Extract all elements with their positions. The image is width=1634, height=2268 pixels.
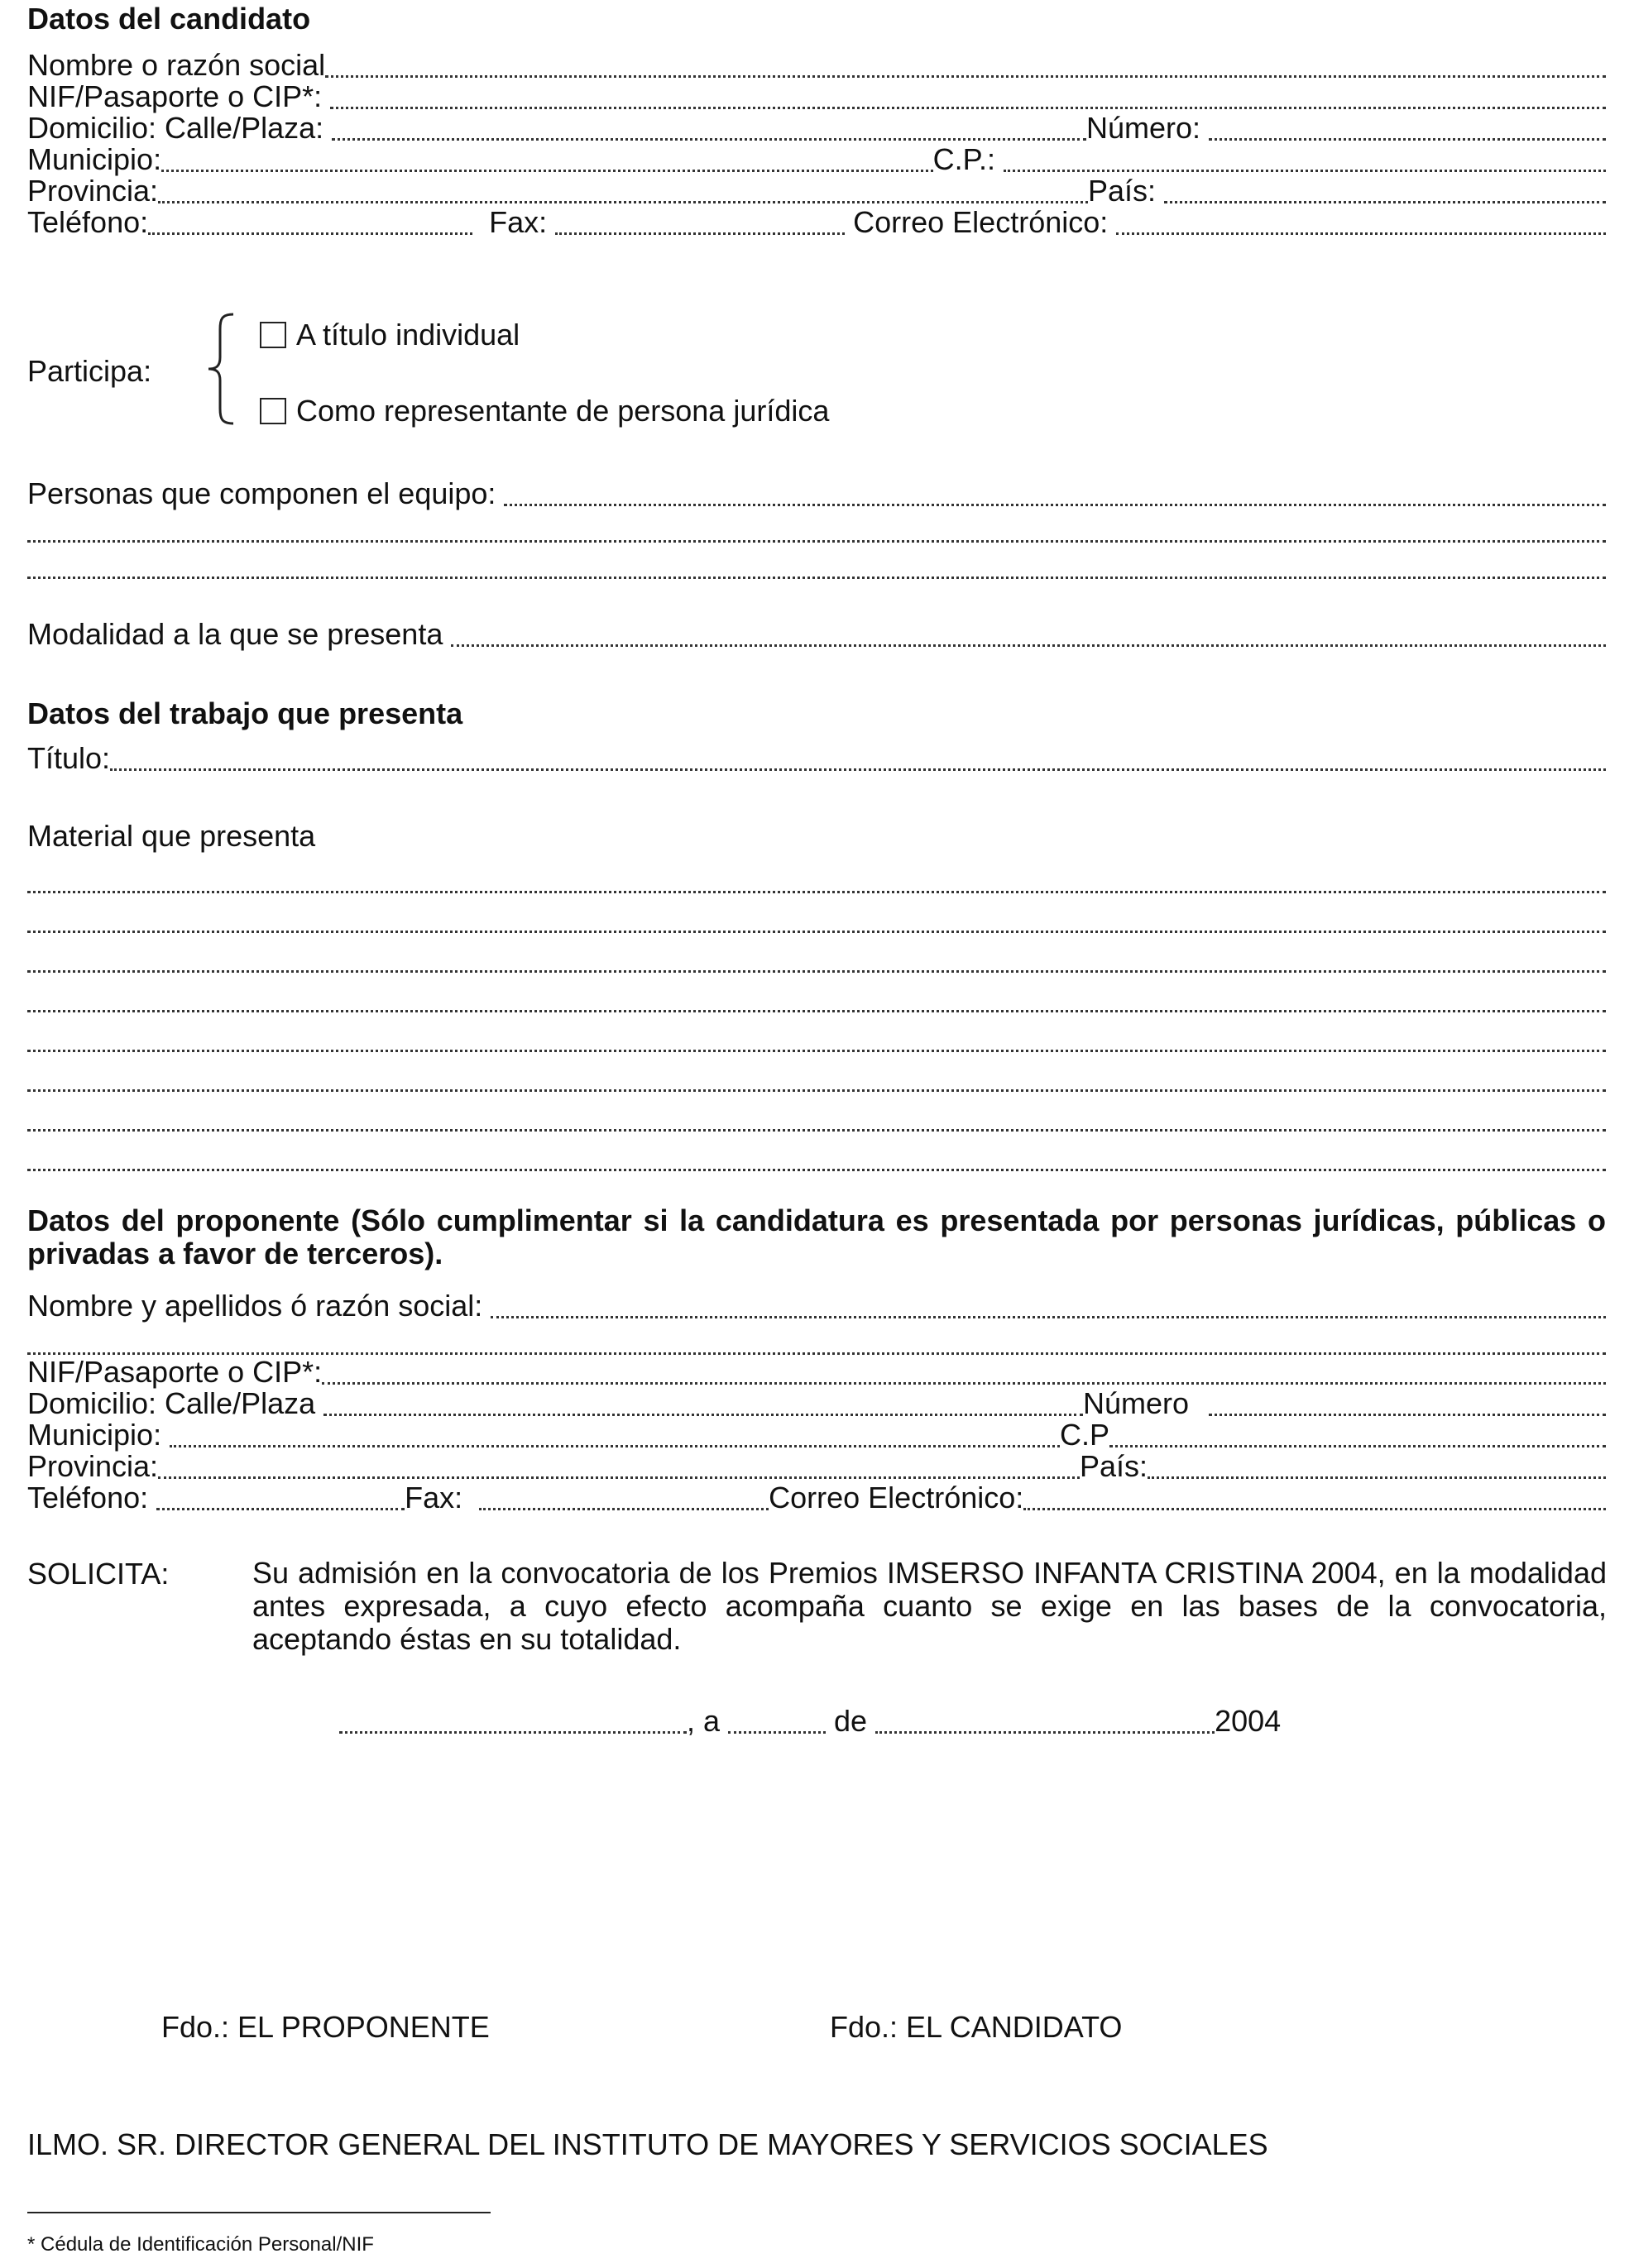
request-text: Su admisión en la convocatoria de los Premios IMSERSO INFANTA CRISTINA 2004, en la modalidad antes expresada, a cuyo efecto acompaña cuanto se exige en las bases de la convocatoria, aceptando éstas en su totalidad. xyxy=(252,1556,1607,1656)
date-row xyxy=(339,1706,1291,1737)
candidate-heading: Datos del candidato xyxy=(27,2,311,36)
request-label: SOLICITA: xyxy=(27,1557,170,1591)
proponent-number-label: Número xyxy=(1082,1386,1189,1420)
date-day-field[interactable] xyxy=(728,1706,826,1737)
candidate-contact-row xyxy=(27,207,1606,238)
proponent-heading: Datos del proponente (Sólo cumplimentar si la candidatura es presentada por personas jurídicas, públicas o privadas a favor de terceros). xyxy=(27,1203,1606,1270)
material-line xyxy=(27,945,1606,976)
candidate-phone-label: Teléfono: xyxy=(27,205,149,239)
proponent-province-field[interactable] xyxy=(158,1451,1080,1482)
team-line xyxy=(27,551,1606,582)
candidate-nif-field[interactable] xyxy=(330,81,1606,112)
proponent-municipality-row xyxy=(27,1419,1606,1451)
proponent-phone-field[interactable] xyxy=(156,1482,405,1514)
candidate-address-field[interactable] xyxy=(332,112,1086,144)
proponent-province-label: Provincia: xyxy=(27,1449,159,1483)
team-field[interactable] xyxy=(504,478,1606,510)
proponent-nif-label: NIF/Pasaporte o CIP*: xyxy=(27,1355,323,1389)
material-label: Material que presenta xyxy=(27,819,316,853)
candidate-nif-row xyxy=(27,81,1606,112)
team-line xyxy=(27,514,1606,546)
proponent-name-label: Nombre y apellidos ó razón social: xyxy=(27,1289,483,1323)
candidate-address-label: Domicilio: Calle/Plaza: xyxy=(27,111,324,145)
proponent-nif-field[interactable] xyxy=(322,1356,1606,1388)
proponent-phone-label: Teléfono: xyxy=(27,1481,149,1514)
signature-candidate: Fdo.: EL CANDIDATO xyxy=(830,2010,1123,2044)
candidate-postal-label: C.P.: xyxy=(932,142,995,176)
footnote: * Cédula de Identificación Personal/NIF xyxy=(27,2233,374,2256)
proponent-name-line xyxy=(27,1327,1606,1358)
proponent-contact-row xyxy=(27,1482,1606,1514)
proponent-province-row xyxy=(27,1451,1606,1482)
team-field-line[interactable] xyxy=(27,514,1606,546)
checkbox-icon[interactable] xyxy=(260,398,286,424)
material-field-line[interactable] xyxy=(27,1143,1606,1175)
work-title-label: Título: xyxy=(27,741,111,775)
proponent-postal-label: C.P xyxy=(1059,1418,1109,1452)
work-title-row xyxy=(27,743,1606,774)
candidate-phone-field[interactable] xyxy=(148,207,472,238)
candidate-address-row xyxy=(27,112,1606,144)
option-representative-label: Como representante de persona jurídica xyxy=(296,394,830,428)
material-field-line[interactable] xyxy=(27,945,1606,976)
proponent-fax-label: Fax: xyxy=(405,1481,463,1514)
candidate-country-label: País: xyxy=(1087,174,1156,208)
candidate-country-field[interactable] xyxy=(1164,175,1606,207)
candidate-nif-label: NIF/Pasaporte o CIP*: xyxy=(27,79,323,113)
team-row xyxy=(27,478,1606,510)
checkbox-icon[interactable] xyxy=(260,322,286,348)
participa-label: Participa: xyxy=(27,354,152,388)
proponent-address-row xyxy=(27,1388,1606,1419)
work-heading: Datos del trabajo que presenta xyxy=(27,696,463,730)
curly-brace-icon xyxy=(205,311,238,427)
candidate-province-field[interactable] xyxy=(158,175,1088,207)
material-field-line[interactable] xyxy=(27,1024,1606,1055)
material-field-line[interactable] xyxy=(27,1064,1606,1095)
material-field-line[interactable] xyxy=(27,865,1606,897)
option-individual[interactable] xyxy=(260,318,520,352)
material-line xyxy=(27,1024,1606,1055)
date-de-label: de xyxy=(834,1704,868,1738)
date-year: 2004 xyxy=(1215,1704,1282,1738)
proponent-email-label: Correo Electrónico: xyxy=(769,1481,1024,1514)
modality-field[interactable] xyxy=(451,619,1606,650)
material-line xyxy=(27,1064,1606,1095)
signature-proponent: Fdo.: EL PROPONENTE xyxy=(161,2010,490,2044)
proponent-address-field[interactable] xyxy=(323,1388,1083,1419)
candidate-fax-label: Fax: xyxy=(489,205,548,239)
option-representative[interactable] xyxy=(260,394,829,428)
modality-row xyxy=(27,619,1606,650)
material-line xyxy=(27,984,1606,1016)
team-field-line[interactable] xyxy=(27,551,1606,582)
candidate-fax-field[interactable] xyxy=(555,207,845,238)
candidate-number-label: Número: xyxy=(1085,111,1200,145)
proponent-municipality-field[interactable] xyxy=(170,1419,1060,1451)
candidate-postal-field[interactable] xyxy=(1004,144,1606,175)
material-field-line[interactable] xyxy=(27,1103,1606,1135)
material-field-line[interactable] xyxy=(27,984,1606,1016)
candidate-municipality-field[interactable] xyxy=(161,144,933,175)
candidate-province-row xyxy=(27,175,1606,207)
candidate-municipality-row xyxy=(27,144,1606,175)
team-label: Personas que componen el equipo: xyxy=(27,476,496,510)
proponent-municipality-label: Municipio: xyxy=(27,1418,162,1452)
candidate-name-label: Nombre o razón social xyxy=(27,48,326,82)
proponent-email-field[interactable] xyxy=(1023,1482,1606,1514)
modality-label: Modalidad a la que se presenta xyxy=(27,617,443,651)
footnote-divider xyxy=(27,2212,491,2213)
proponent-country-label: País: xyxy=(1079,1449,1148,1483)
candidate-email-field[interactable] xyxy=(1116,207,1606,238)
candidate-municipality-label: Municipio: xyxy=(27,142,162,176)
work-title-field[interactable] xyxy=(110,743,1606,774)
proponent-country-field[interactable] xyxy=(1148,1451,1606,1482)
proponent-number-field[interactable] xyxy=(1209,1388,1606,1419)
material-line xyxy=(27,1103,1606,1135)
material-line xyxy=(27,865,1606,897)
candidate-name-field[interactable] xyxy=(325,50,1606,81)
date-place-field[interactable] xyxy=(339,1706,687,1737)
option-individual-label: A título individual xyxy=(296,318,520,352)
candidate-province-label: Provincia: xyxy=(27,174,159,208)
date-month-field[interactable] xyxy=(875,1706,1215,1737)
proponent-fax-field[interactable] xyxy=(479,1482,769,1514)
proponent-name-field-line[interactable] xyxy=(27,1327,1606,1358)
date-a-label: , a xyxy=(687,1704,721,1738)
candidate-name-row xyxy=(27,50,1606,81)
proponent-name-row xyxy=(27,1290,1606,1322)
material-line xyxy=(27,1143,1606,1175)
candidate-number-field[interactable] xyxy=(1209,112,1606,144)
material-field-line[interactable] xyxy=(27,905,1606,936)
proponent-postal-field[interactable] xyxy=(1109,1419,1606,1451)
candidate-email-label: Correo Electrónico: xyxy=(853,205,1109,239)
proponent-name-field[interactable] xyxy=(491,1290,1606,1322)
addressee: ILMO. SR. DIRECTOR GENERAL DEL INSTITUTO DE MAYORES Y SERVICIOS SOCIALES xyxy=(27,2127,1268,2161)
proponent-address-label: Domicilio: Calle/Plaza xyxy=(27,1386,316,1420)
proponent-nif-row xyxy=(27,1356,1606,1388)
material-line xyxy=(27,905,1606,936)
